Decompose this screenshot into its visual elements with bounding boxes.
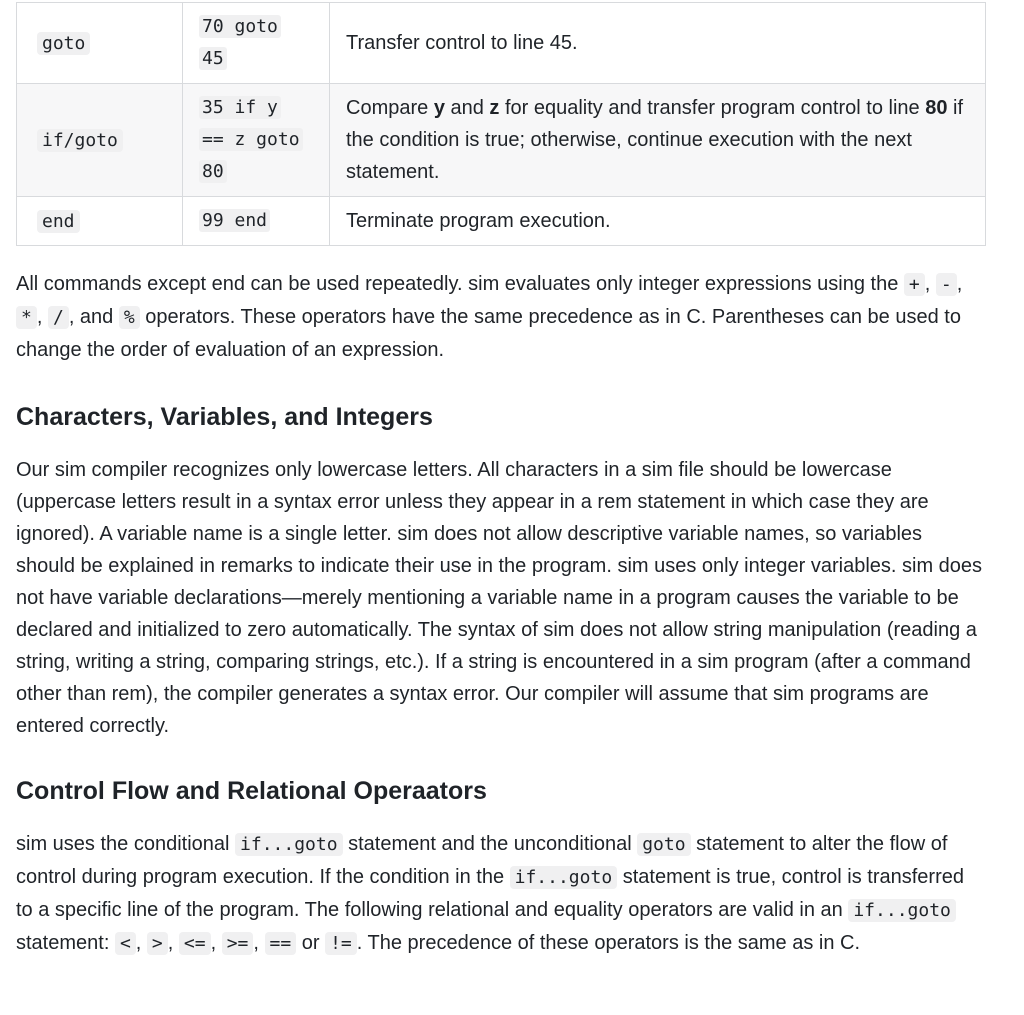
operator-code: >=	[222, 932, 254, 955]
command-code: goto	[37, 32, 90, 55]
operator-code: /	[48, 306, 69, 329]
example-cell	[183, 84, 330, 197]
operator-code: *	[16, 306, 37, 329]
inline-code: if...goto	[235, 833, 343, 856]
operator-code: -	[936, 273, 957, 296]
operator-code: %	[119, 306, 140, 329]
example-code: 45	[199, 47, 227, 70]
operator-code: <	[115, 932, 136, 955]
description-cell: Transfer control to line 45.	[330, 3, 986, 84]
operator-code: +	[904, 273, 925, 296]
command-code: end	[37, 210, 80, 233]
section-heading: Control Flow and Relational Operaators	[16, 777, 487, 805]
description-cell: Terminate program execution.	[330, 197, 986, 246]
operators-paragraph: All commands except end can be used repeatedly. sim evaluates only integer expressions using the + , - , * , / , and % operators. These operators have the same precedence as in C. Parentheses can be used to change the order of evaluation of an expression.	[16, 273, 963, 361]
command-cell	[17, 3, 183, 84]
example-cell	[183, 3, 330, 84]
example-cell	[183, 197, 330, 246]
command-cell	[17, 84, 183, 197]
section-heading: Characters, Variables, and Integers	[16, 403, 433, 431]
description-cell: Compare y and z for equality and transfer program control to line 80 if the condition is true; otherwise, continue execution with the next statement.	[330, 84, 986, 197]
example-code: 99 end	[199, 209, 270, 232]
table-row	[17, 197, 986, 246]
example-code: 80	[199, 160, 227, 183]
operator-code: ==	[265, 932, 297, 955]
inline-code: if...goto	[848, 899, 956, 922]
table-row	[17, 3, 986, 84]
command-cell	[17, 197, 183, 246]
example-code: == z goto	[199, 128, 303, 151]
inline-code: goto	[637, 833, 690, 856]
section-paragraph: sim uses the conditional if...goto statement and the unconditional goto statement to alter the flow of control during program execution. If the condition in the if...goto statement is true, control is transferred to a specific line of the program. The following relational and equality operators are valid in an if...goto statement: < , > , <= , >= , == or != . The precedence of these operators is the same as in C.	[16, 833, 964, 954]
operator-code: >	[147, 932, 168, 955]
table-row	[17, 84, 986, 197]
document-page	[0, 2, 1002, 960]
commands-table	[16, 2, 986, 246]
example-code: 70 goto	[199, 15, 281, 38]
operator-code: <=	[179, 932, 211, 955]
operator-code: !=	[325, 932, 357, 955]
section-paragraph: Our sim compiler recognizes only lowercase letters. All characters in a sim file should be lowercase (uppercase letters result in a syntax error unless they appear in a rem statement in which case they are ignored). A variable name is a single letter. sim does not allow descriptive variable names, so variables should be explained in remarks to indicate their use in the program. sim uses only integer variables. sim does not have variable declarations—merely mentioning a variable name in a program causes the variable to be declared and initialized to zero automatically. The syntax of sim does not allow string manipulation (reading a string, writing a string, comparing strings, etc.). If a string is encountered in a sim program (after a command other than rem), the compiler generates a syntax error. Our compiler will assume that sim programs are entered correctly.	[16, 459, 983, 737]
command-code: if/goto	[37, 129, 123, 152]
inline-code: if...goto	[510, 866, 618, 889]
example-code: 35 if y	[199, 96, 281, 119]
